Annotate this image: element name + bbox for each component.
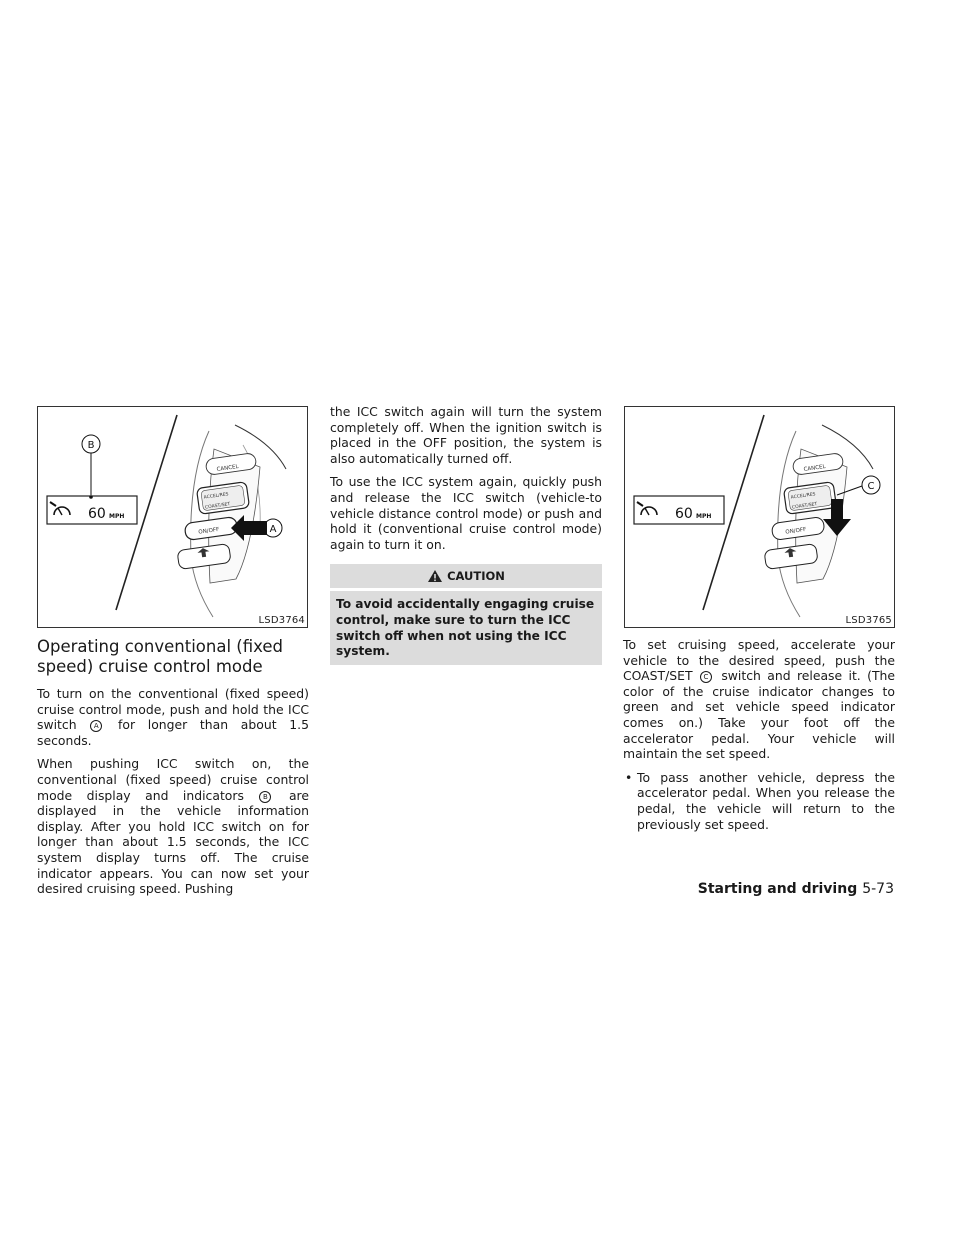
accel-res-label: ACCEL/RES: [790, 492, 816, 501]
list-item: • To pass another vehicle, depress the accelerator pedal. When you release the pedal, the vehicle will return to the previously set speed.: [623, 770, 895, 832]
figure-code: LSD3765: [845, 615, 892, 626]
page-number: 5-73: [862, 881, 894, 897]
on-off-label: ON/OFF: [785, 526, 807, 536]
bullet-list: [623, 770, 895, 832]
callout-b-label: B: [87, 440, 95, 451]
callout-c-label: C: [867, 481, 875, 492]
column-2: [330, 404, 602, 665]
page-footer: [698, 881, 894, 897]
coast-set-label: COAST/SET: [791, 502, 818, 511]
caution-box: [330, 564, 602, 664]
display-unit: MPH: [109, 513, 125, 520]
caution-text: To avoid accidentally engaging cruise control, make sure to turn the ICC switch off when not using the ICC system.: [336, 597, 595, 659]
on-off-label: ON/OFF: [198, 526, 220, 536]
marker-c-icon: C: [700, 671, 712, 683]
paragraph: the ICC switch again will turn the system completely off. When the ignition switch is placed in the OFF position, the system is also automatically turned off.: [330, 404, 602, 466]
warning-icon: [427, 569, 443, 583]
cancel-label: CANCEL: [216, 464, 240, 474]
marker-a-icon: A: [90, 720, 102, 732]
display-speed: 60: [88, 506, 106, 522]
paragraph: To set cruising speed, accelerate your vehicle to the desired speed, push the COAST/SET C switch and release it. (The color of the cruise indicator changes to green and set vehicle speed indicator comes on.) Take your foot off the accelerator pedal. Your vehicle will maintain the set speed.: [623, 637, 895, 762]
paragraph: To turn on the conventional (fixed speed) cruise control mode, push and hold the ICC switch A for longer than about 1.5 seconds.: [37, 686, 309, 748]
footer-section-title: Starting and driving: [697, 881, 858, 897]
marker-b-icon: B: [259, 791, 271, 803]
caution-header: [330, 564, 602, 591]
coast-set-illustration: [625, 407, 894, 627]
column-1: [37, 637, 309, 905]
display-unit: MPH: [696, 513, 712, 520]
icc-switch-illustration: [38, 407, 307, 627]
paragraph: When pushing ICC switch on, the conventional (fixed speed) cruise control mode display and indicators B are displayed in the vehicle information display. After you hold ICC switch on for longer than about 1.5 seconds, the ICC system display turns off. The cruise indicator appears. You can now set your desired cruising speed. Pushing: [37, 756, 309, 897]
accel-res-label: ACCEL/RES: [203, 492, 229, 501]
figure-lsd3764: [37, 406, 308, 628]
column-3: [623, 637, 895, 832]
caution-title: CAUTION: [447, 568, 505, 583]
paragraph: To use the ICC system again, quickly push and release the ICC switch (vehicle-to vehicle distance control mode) or push and hold it (conventional cruise control mode) again to turn it on.: [330, 474, 602, 552]
coast-set-label: COAST/SET: [204, 502, 231, 511]
section-heading: Operating conventional (fixed speed) cruise control mode: [37, 637, 283, 676]
display-speed: 60: [675, 506, 693, 522]
figure-code: LSD3764: [258, 615, 305, 626]
callout-a-label: A: [269, 524, 277, 535]
figure-lsd3765: [624, 406, 895, 628]
cancel-label: CANCEL: [803, 464, 827, 474]
